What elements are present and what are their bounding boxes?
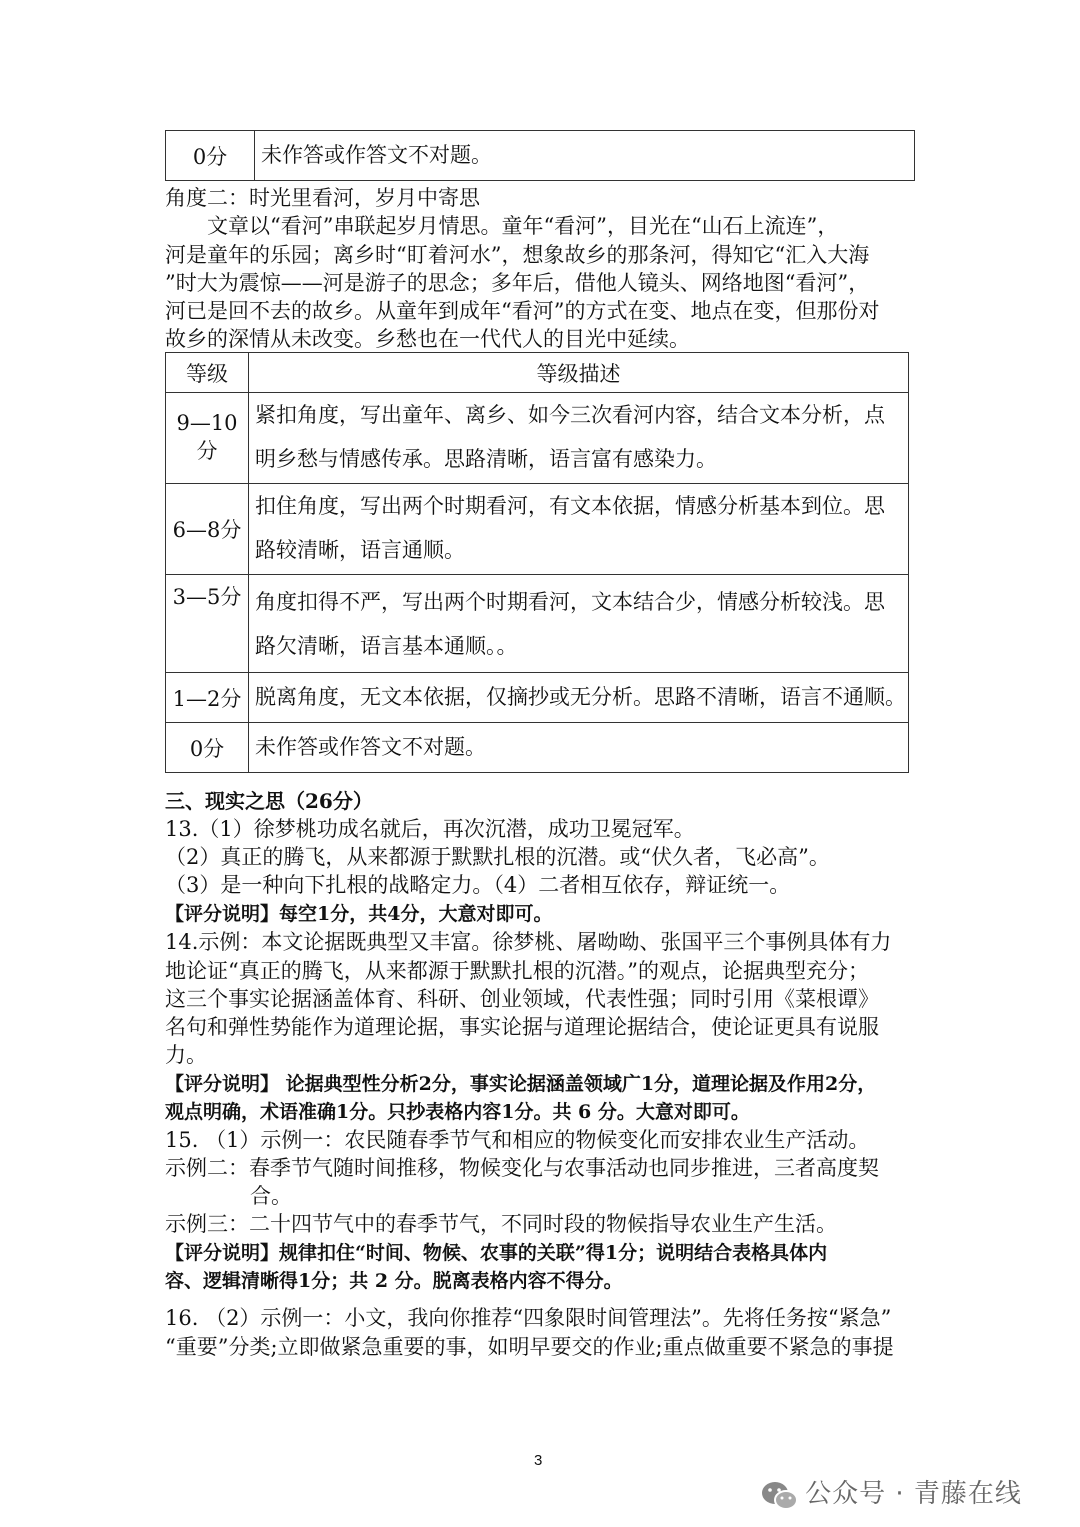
angle2-heading: 角度二：时光里看河，岁月中寄思 [165, 186, 480, 210]
grade-desc-line: 路欠清晰，语言基本通顺。。 [255, 634, 518, 658]
grade-desc-cell [249, 673, 909, 723]
table-header-row [166, 353, 909, 393]
grade-desc-cell [249, 723, 909, 773]
q13-line-1: 13.（1）徐梦桃功成名就后，再次沉潜，成功卫冕冠军。 [165, 817, 695, 841]
table-row [166, 575, 909, 673]
table-row [166, 484, 909, 575]
grade-table [165, 352, 909, 773]
header-level: 等级 [166, 353, 249, 393]
q14-line-4: 名句和弹性势能作为道理论据，事实论据与道理论据结合，使论证更具有说服 [165, 1015, 879, 1039]
q15-note-2: 容、逻辑清晰得1分；共 2 分。脱离表格内容不得分。 [165, 1270, 623, 1292]
grade-desc-cell: 未作答或作答文不对题。 [255, 131, 915, 181]
header-desc: 等级描述 [249, 353, 909, 393]
q16-line-1: 16. （2）示例一：小文，我向你推荐“四象限时间管理法”。先将任务按“紧急” [165, 1306, 892, 1330]
grade-level-cell: 0分 [166, 131, 255, 181]
q15-line-3: 合。 [250, 1184, 292, 1208]
table-row [166, 131, 915, 181]
q15-note-1: 【评分说明】规律扣住“时间、物候、农事的关联”得1分；说明结合表格具体内 [165, 1242, 828, 1264]
grade-desc-cell [249, 575, 909, 673]
page-number: 3 [534, 1452, 543, 1469]
angle2-line-1: 文章以“看河”串联起岁月情思。童年“看河”，目光在“山石上流连”， [207, 214, 839, 238]
grade-level-cell: 0分 [166, 723, 249, 773]
q13-line-2: （2）真正的腾飞，从来都源于默默扎根的沉潜。或“伏久者，飞必高”。 [165, 845, 830, 869]
q14-note-1: 【评分说明】 论据典型性分析2分，事实论据涵盖领域广1分，道理论据及作用2分， [165, 1073, 877, 1095]
grade-desc-line: 明乡愁与情感传承。思路清晰，语言富有感染力。 [255, 447, 717, 471]
table-row [166, 393, 909, 484]
grade-level-cell: 3—5分 [166, 575, 249, 673]
q13-note: 【评分说明】每空1分，共4分，大意对即可。 [165, 903, 553, 925]
q14-line-3: 这三个事实论据涵盖体育、科研、创业领域，代表性强；同时引用《菜根谭》 [165, 987, 879, 1011]
q14-note-2: 观点明确，术语准确1分。只抄表格内容1分。共 6 分。大意对即可。 [165, 1101, 750, 1123]
q15-line-2: 示例二：春季节气随时间推移，物候变化与农事活动也同步推进，三者高度契 [165, 1156, 879, 1180]
grade-level-cell: 6—8分 [166, 484, 249, 575]
grade-level-cell: 9—10分 [166, 393, 249, 484]
watermark [760, 1473, 1022, 1517]
q14-line-2: 地论证“真正的腾飞，从来都源于默默扎根的沉潜。”的观点，论据典型充分； [165, 959, 869, 983]
angle2-line-2: 河是童年的乐园；离乡时“盯着河水”，想象故乡的那条河，得知它“汇入大海 [165, 243, 870, 267]
grade-desc-line: 未作答或作答文不对题。 [255, 735, 486, 759]
q16-line-2: “重要”分类;立即做紧急重要的事，如明早要交的作业;重点做重要不紧急的事提 [165, 1335, 894, 1359]
q14-line-5: 力。 [165, 1043, 207, 1067]
top-score-table [165, 130, 915, 181]
watermark-text: 公众号 · 青藤在线 [805, 1479, 1022, 1509]
grade-desc-line: 紧扣角度，写出童年、离乡、如今三次看河内容，结合文本分析，点 [255, 403, 885, 427]
angle2-line-4: 河已是回不去的故乡。从童年到成年“看河”的方式在变、地点在变，但那份对 [165, 299, 880, 323]
table-row [166, 673, 909, 723]
q15-line-1: 15. （1）示例一：农民随春季节气和相应的物候变化而安排农业生产活动。 [165, 1128, 870, 1152]
q13-line-3: （3）是一种向下扎根的战略定力。（4）二者相互依存，辩证统一。 [165, 873, 791, 897]
grade-desc-line: 路较清晰，语言通顺。 [255, 538, 465, 562]
grade-desc-cell [249, 393, 909, 484]
grade-desc-line: 脱离角度，无文本依据，仅摘抄或无分析。思路不清晰，语言不通顺。 [255, 685, 906, 709]
q15-line-4: 示例三：二十四节气中的春季节气，不同时段的物候指导农业生产生活。 [165, 1212, 837, 1236]
q14-line-1: 14.示例：本文论据既典型又丰富。徐梦桃、屠呦呦、张国平三个事例具体有力 [165, 930, 892, 954]
angle2-line-3: ”时大为震惊——河是游子的思念；多年后，借他人镜头、网络地图“看河”， [165, 271, 870, 295]
grade-desc-cell [249, 484, 909, 575]
grade-level-cell: 1—2分 [166, 673, 249, 723]
angle2-line-5: 故乡的深情从未改变。乡愁也在一代代人的目光中延续。 [165, 327, 690, 351]
wechat-icon [760, 1479, 800, 1517]
grade-desc-line: 扣住角度，写出两个时期看河，有文本依据，情感分析基本到位。思 [255, 494, 885, 518]
table-row [166, 723, 909, 773]
grade-desc-line: 角度扣得不严，写出两个时期看河，文本结合少，情感分析较浅。思 [255, 590, 885, 614]
section3-title: 三、现实之思（26分） [165, 789, 373, 813]
